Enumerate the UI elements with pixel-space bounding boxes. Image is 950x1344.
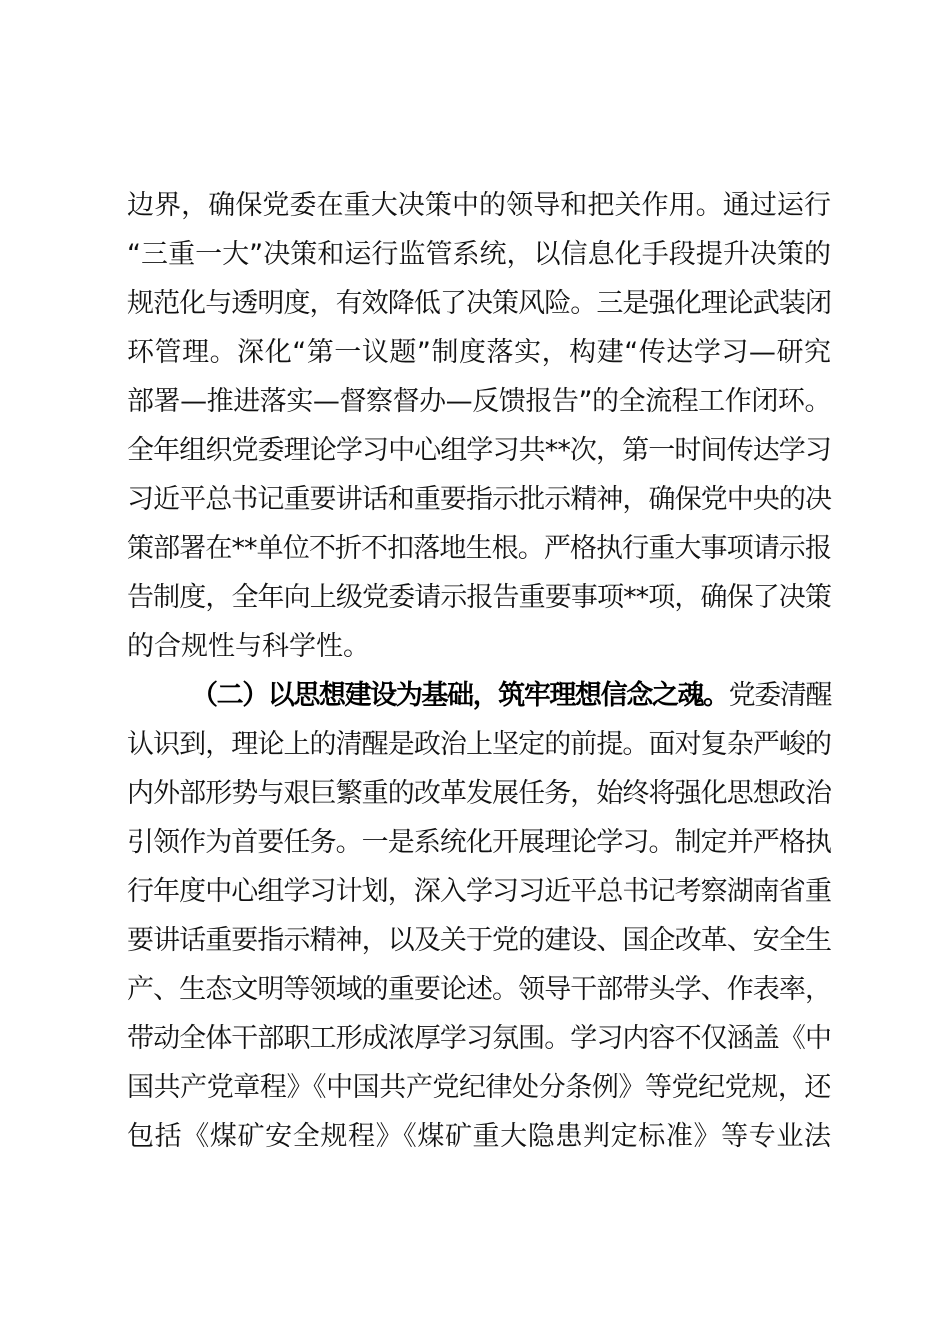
text-line: 引领作为首要任务。一是系统化开展理论学习。制定并严格执 <box>127 827 831 858</box>
text-line: 国共产党章程》《中国共产党纪律处分条例》等党纪党规，还 <box>127 1072 831 1103</box>
text-run: 党委清醒 <box>728 680 832 711</box>
text-line: 规范化与透明度，有效降低了决策风险。三是强化理论武装闭 <box>127 288 831 319</box>
text-line: 要讲话重要指示精神，以及关于党的建设、国企改革、安全生 <box>127 925 831 956</box>
text-line: 内外部形势与艰巨繁重的改革发展任务，始终将强化思想政治 <box>127 778 831 809</box>
text-line: 产、生态文明等领域的重要论述。领导干部带头学、作表率， <box>127 974 831 1005</box>
text-line: 全年组织党委理论学习中心组学习共**次，第一时间传达学习 <box>127 435 831 466</box>
paragraph-ideological-building <box>127 671 831 1161</box>
text-line: 习近平总书记重要讲话和重要指示批示精神，确保党中央的决 <box>127 484 831 515</box>
section-heading: （二）以思想建设为基础，筑牢理想信念之魂。 <box>191 680 729 711</box>
text-line: 包括《煤矿安全规程》《煤矿重大隐患判定标准》等专业法 <box>127 1121 831 1152</box>
document-page <box>127 181 831 1161</box>
text-line: 环管理。深化“第一议题”制度落实，构建“传达学习—研究 <box>127 337 831 368</box>
text-line: 的合规性与科学性。 <box>127 631 370 662</box>
text-line: 行年度中心组学习计划，深入学习习近平总书记考察湖南省重 <box>127 876 831 907</box>
text-line: 告制度，全年向上级党委请示报告重要事项**项，确保了决策 <box>127 582 831 613</box>
paragraph-decision-making <box>127 181 831 671</box>
text-line: 边界，确保党委在重大决策中的领导和把关作用。通过运行 <box>127 190 831 221</box>
text-line: 策部署在**单位不折不扣落地生根。严格执行重大事项请示报 <box>127 533 831 564</box>
text-line: 部署—推进落实—督察督办—反馈报告”的全流程工作闭环。 <box>127 386 831 417</box>
text-line: 带动全体干部职工形成浓厚学习氛围。学习内容不仅涵盖《中 <box>127 1023 831 1054</box>
text-line: 认识到，理论上的清醒是政治上坚定的前提。面对复杂严峻的 <box>127 729 831 760</box>
text-line: “三重一大”决策和运行监管系统，以信息化手段提升决策的 <box>127 239 831 270</box>
section-heading-line <box>127 671 831 720</box>
